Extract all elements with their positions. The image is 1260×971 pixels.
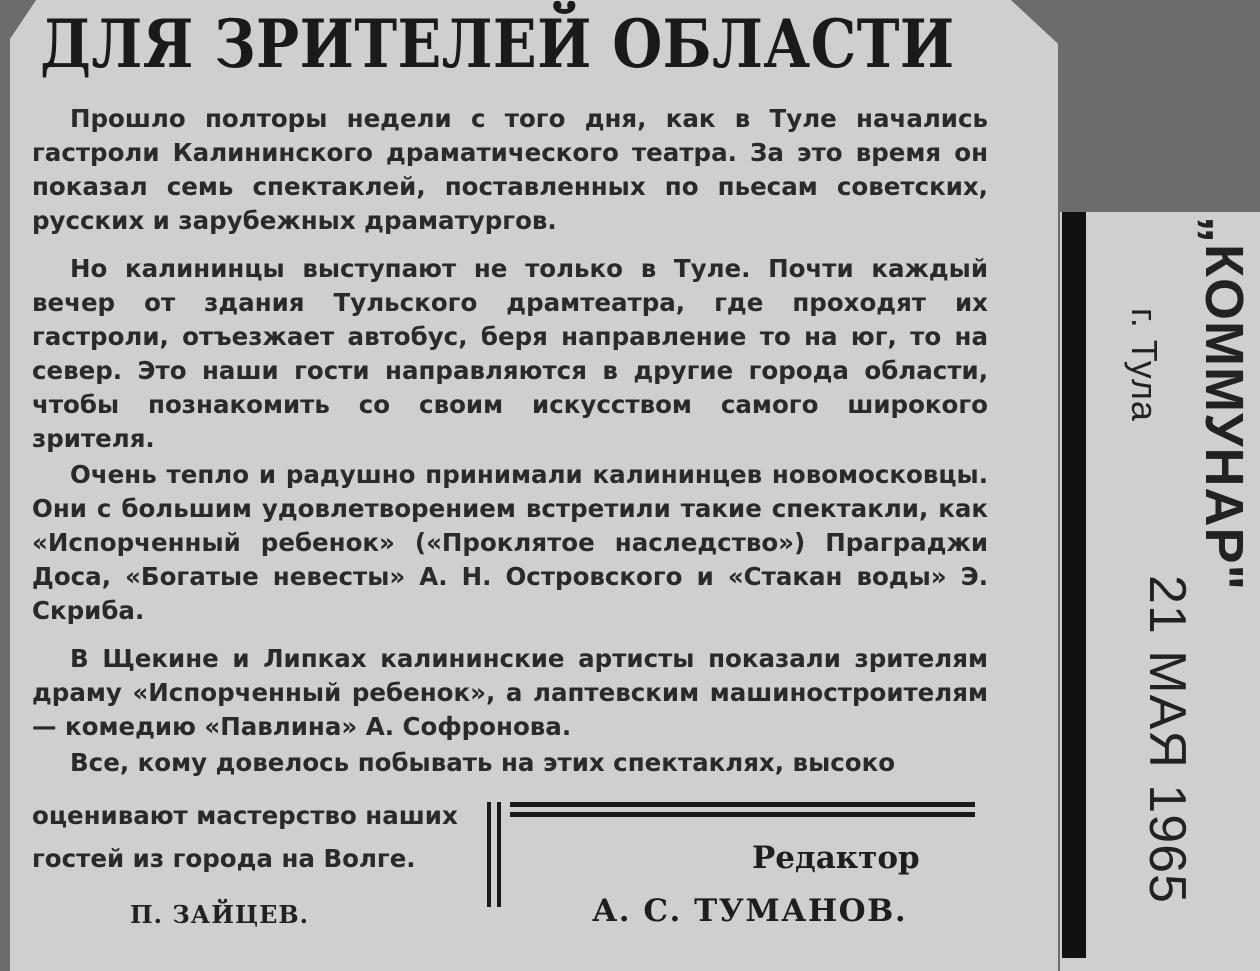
stamp-bar	[1062, 212, 1086, 958]
column-rule-right	[497, 802, 501, 907]
editor-rule-top	[510, 802, 975, 807]
article-paragraph-2: Но калининцы выступают не только в Туле. Почти каждый вечер от здания Тульского драмтеатра, где проходят их гастроли, отъезжает автобус, беря направление то на юг, то на север. Это наши гости направляются в другие города области, чтобы познакомить со своим искусством самого широкого зрителя.	[32, 254, 988, 453]
article-paragraph-3: Очень тепло и радушно принимали калининцев новомосковцы. Они с большим удовлетворением встретили такие спектакли, как «Испорченный ребенок» («Проклятое наследство») Праграджи Доса, «Богатые невесты» А. Н. Островского и «Стакан воды» Э. Скриба.	[32, 460, 988, 625]
stamp-newspaper-name: „КОММУНАР"	[1194, 216, 1254, 592]
stamp-city: г. Тула	[1124, 308, 1165, 422]
article-closing-text: оценивают мастерство наших гостей из города на Волге.	[32, 801, 458, 873]
article-paragraph-4: В Щекине и Липках калининские артисты показали зрителям драму «Испорченный ребенок», а лаптевским машиностроителям — комедию «Павлина» А. Софронова.	[32, 644, 988, 741]
stamp-date: 21 МАЯ 1965	[1138, 575, 1196, 904]
article-body	[32, 102, 988, 780]
article-paragraph-1: Прошло полторы недели с того дня, как в Туле начались гастроли Калининского драматического театра. За это время он показал семь спектаклей, поставленных по пьесам советских, русских и зарубежных драматургов.	[32, 104, 988, 235]
article-headline: ДЛЯ ЗРИТЕЛЕЙ ОБЛАСТИ	[40, 5, 955, 83]
column-rule-left	[487, 802, 491, 907]
editor-name: А. С. ТУМАНОВ.	[592, 893, 908, 929]
editor-rule-bottom	[510, 812, 975, 817]
article-paragraph-5: Все, кому довелось побывать на этих спектаклях, высоко	[70, 748, 896, 777]
article-author: П. ЗАЙЦЕВ.	[130, 900, 310, 929]
editor-label: Редактор	[752, 840, 920, 876]
